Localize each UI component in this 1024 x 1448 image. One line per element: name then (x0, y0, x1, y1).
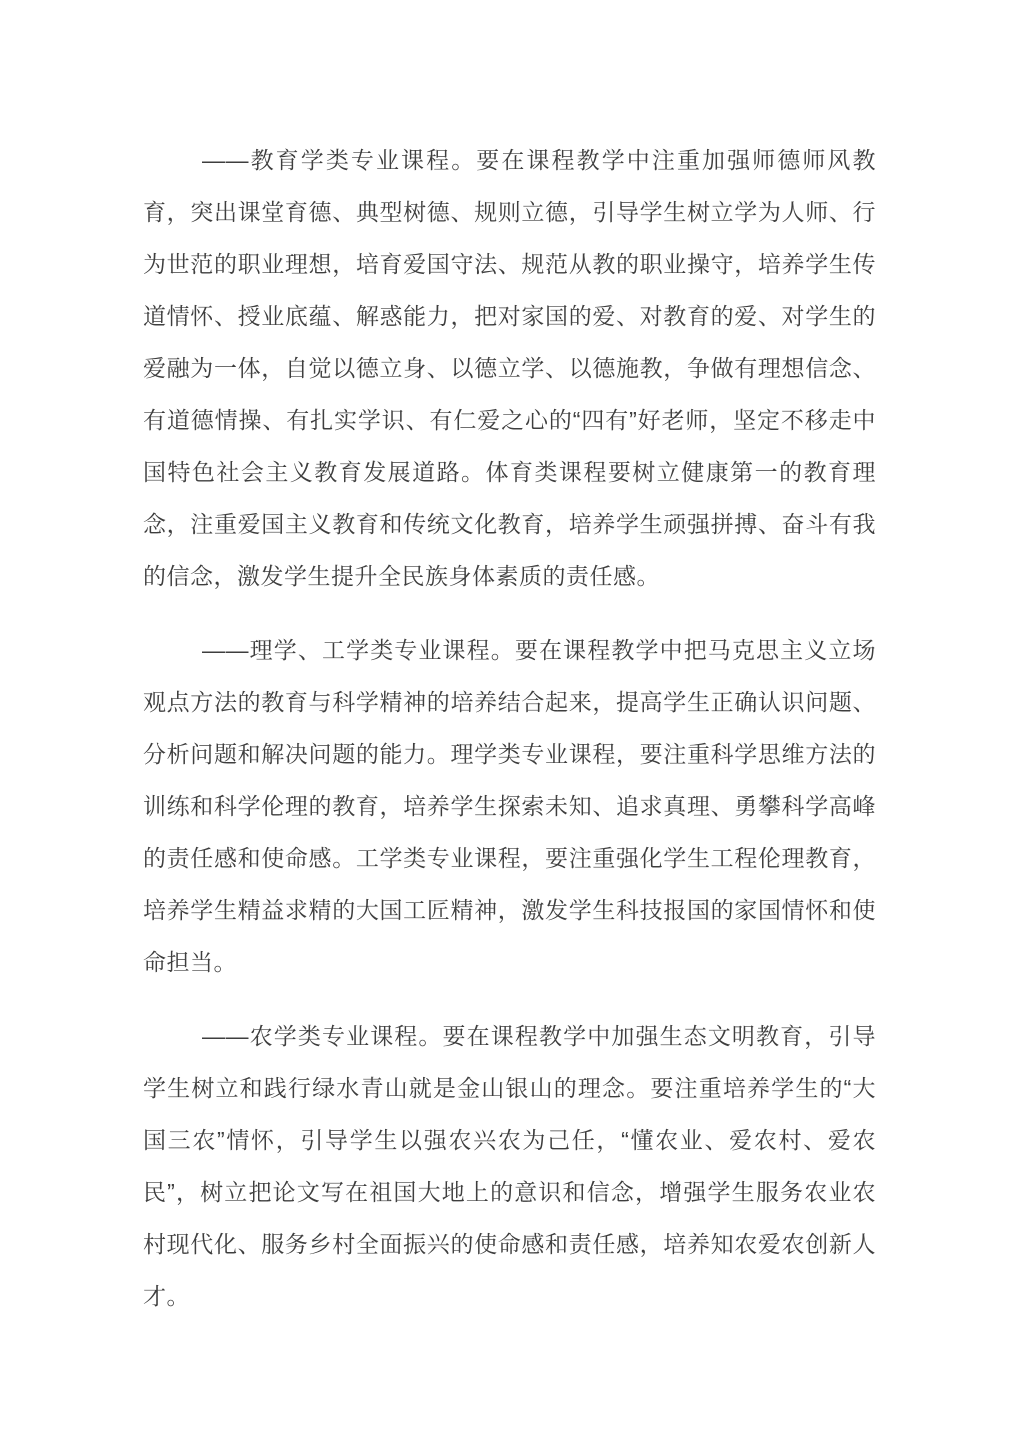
paragraph-science-engineering-majors: ——理学、工学类专业课程。要在课程教学中把马克思主义立场观点方法的教育与科学精神的培养结合起来，提高学生正确认识问题、分析问题和解决问题的能力。理学类专业课程，要注重科学思维方法的训练和科学伦理的教育，培养学生探索未知、追求真理、勇攀科学高峰的责任感和使命感。工学类专业课程，要注重强化学生工程伦理教育，培养学生精益求精的大国工匠精神，激发学生科技报国的家国情怀和使命担当。 (143, 637, 876, 975)
paragraph-education-majors: ——教育学类专业课程。要在课程教学中注重加强师德师风教育，突出课堂育德、典型树德、规则立德，引导学生树立学为人师、行为世范的职业理想，培育爱国守法、规范从教的职业操守，培养学生传道情怀、授业底蕴、解惑能力，把对家国的爱、对教育的爱、对学生的爱融为一体，自觉以德立身、以德立学、以德施教，争做有理想信念、有道德情操、有扎实学识、有仁爱之心的“四有”好老师，坚定不移走中国特色社会主义教育发展道路。体育类课程要树立健康第一的教育理念，注重爱国主义教育和传统文化教育，培养学生顽强拼搏、奋斗有我的信念，激发学生提升全民族身体素质的责任感。 (143, 147, 876, 589)
paragraph-agriculture-majors: ——农学类专业课程。要在课程教学中加强生态文明教育，引导学生树立和践行绿水青山就是金山银山的理念。要注重培养学生的“大国三农”情怀，引导学生以强农兴农为己任，“懂农业、爱农村、爱农民”，树立把论文写在祖国大地上的意识和信念，增强学生服务农业农村现代化、服务乡村全面振兴的使命感和责任感，培养知农爱农创新人才。 (143, 1023, 876, 1309)
